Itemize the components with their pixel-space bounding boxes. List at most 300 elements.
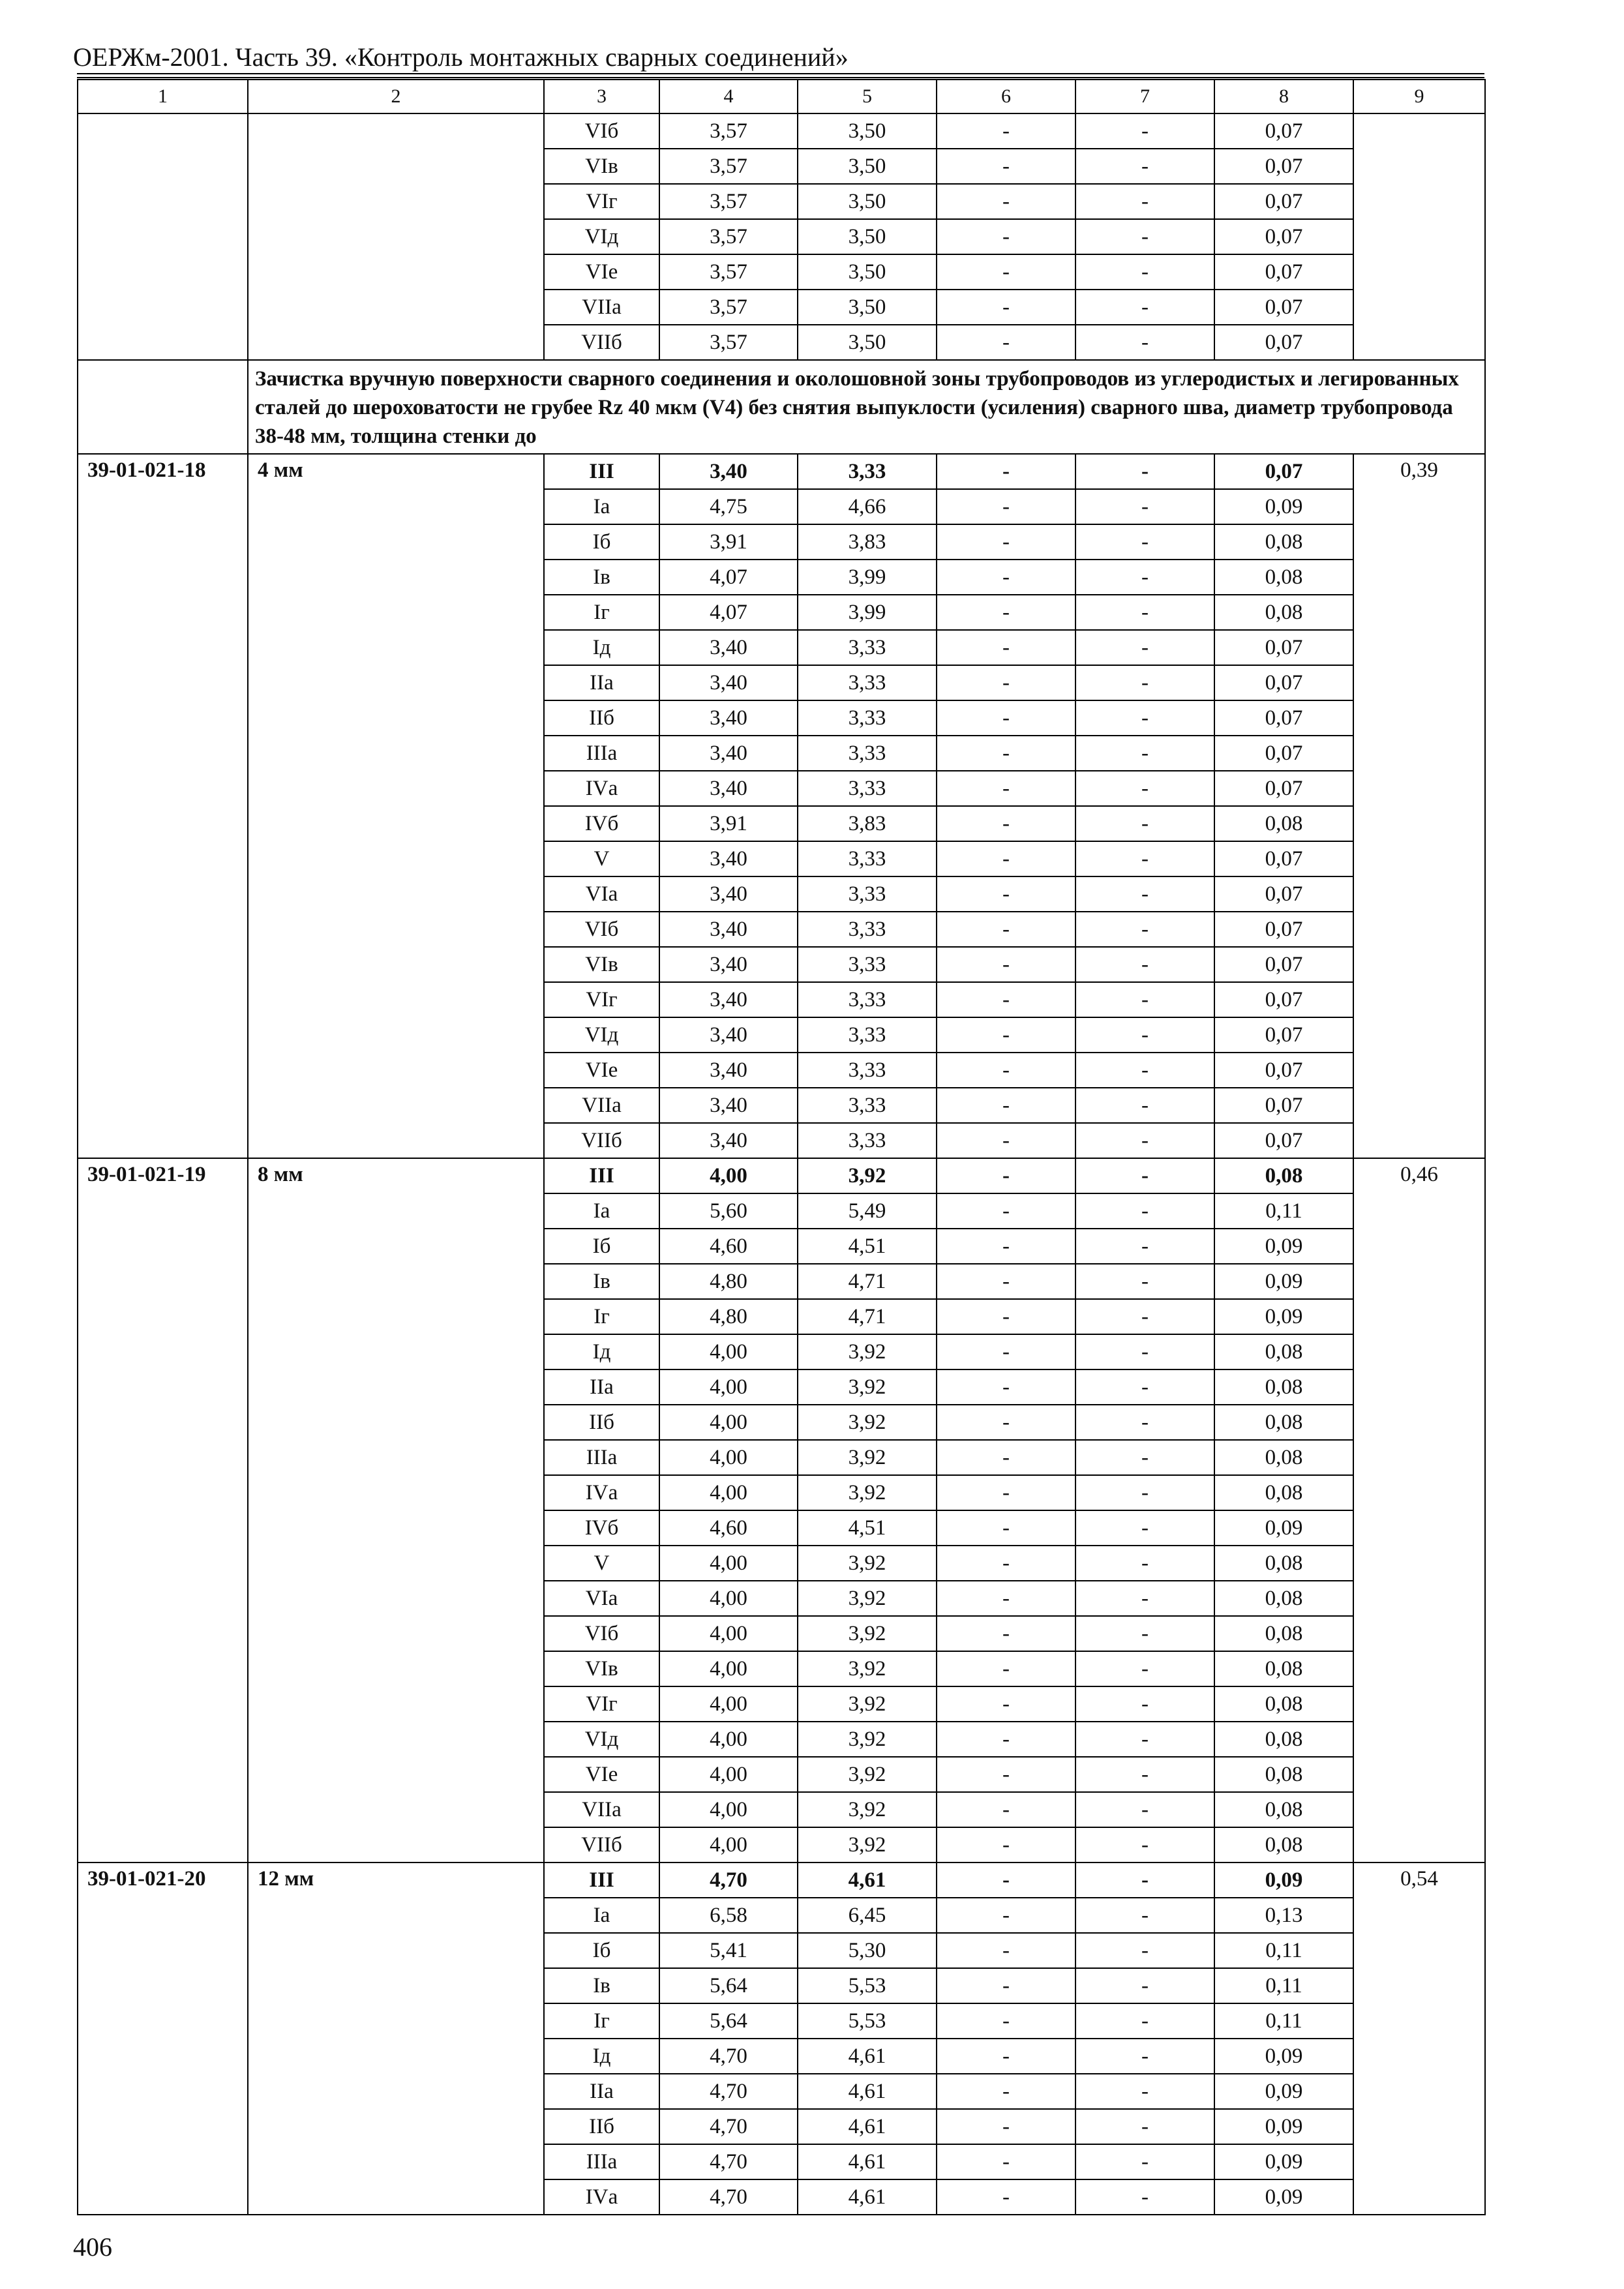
- norms-table: [77, 79, 1486, 2215]
- col6-cell: -: [937, 1722, 1075, 1757]
- zone-cell: VIIб: [544, 1123, 659, 1158]
- col6-cell: -: [937, 1863, 1075, 1898]
- table-row: [78, 1863, 1485, 1898]
- col6-cell: -: [937, 1123, 1075, 1158]
- col7-cell: -: [1075, 1792, 1214, 1827]
- col8-cell: 0,11: [1214, 2003, 1353, 2039]
- col6-cell: -: [937, 2109, 1075, 2144]
- zone-cell: Iа: [544, 489, 659, 524]
- col8-cell: 0,07: [1214, 771, 1353, 806]
- col8-cell: 0,09: [1214, 1863, 1353, 1898]
- col8-cell: 0,08: [1214, 1792, 1353, 1827]
- zone-cell: Iб: [544, 1933, 659, 1968]
- col8-cell: 0,11: [1214, 1193, 1353, 1229]
- col5-cell: 4,61: [798, 2074, 937, 2109]
- col4-cell: 3,57: [659, 290, 798, 325]
- col4-cell: 4,00: [659, 1546, 798, 1581]
- col5-cell: 3,92: [798, 1616, 937, 1651]
- col8-cell: 0,08: [1214, 1334, 1353, 1369]
- zone-cell: VIе: [544, 254, 659, 290]
- col7-cell: -: [1075, 1405, 1214, 1440]
- column-number-7: 7: [1075, 80, 1214, 113]
- col7-cell: -: [1075, 1440, 1214, 1475]
- col8-cell: 0,07: [1214, 219, 1353, 254]
- col6-cell: -: [937, 254, 1075, 290]
- col5-cell: 3,33: [798, 771, 937, 806]
- zone-cell: VIе: [544, 1757, 659, 1792]
- item-code: 39-01-021-18: [78, 454, 248, 1158]
- col5-cell: 4,71: [798, 1299, 937, 1334]
- item-total: 0,39: [1353, 454, 1485, 1158]
- col5-cell: 4,61: [798, 2109, 937, 2144]
- col8-cell: 0,08: [1214, 1757, 1353, 1792]
- col7-cell: -: [1075, 2109, 1214, 2144]
- col7-cell: -: [1075, 1933, 1214, 1968]
- col5-cell: 3,92: [798, 1334, 937, 1369]
- zone-cell: IIб: [544, 1405, 659, 1440]
- col4-cell: 3,57: [659, 184, 798, 219]
- col7-cell: -: [1075, 1863, 1214, 1898]
- zone-cell: VIб: [544, 1616, 659, 1651]
- zone-cell: III: [544, 1158, 659, 1193]
- col8-cell: 0,07: [1214, 149, 1353, 184]
- col6-cell: -: [937, 700, 1075, 736]
- col4-cell: 4,00: [659, 1475, 798, 1510]
- col8-cell: 0,07: [1214, 1088, 1353, 1123]
- col7-cell: -: [1075, 325, 1214, 360]
- col7-cell: -: [1075, 489, 1214, 524]
- col6-cell: -: [937, 1651, 1075, 1686]
- zone-cell: VIг: [544, 982, 659, 1017]
- item-total: 0,46: [1353, 1158, 1485, 1863]
- col7-cell: -: [1075, 1475, 1214, 1510]
- col8-cell: 0,08: [1214, 1581, 1353, 1616]
- col6-cell: -: [937, 595, 1075, 630]
- col6-cell: -: [937, 1405, 1075, 1440]
- section-description-row: [78, 360, 1485, 454]
- col7-cell: -: [1075, 2074, 1214, 2109]
- col4-cell: 4,70: [659, 2179, 798, 2215]
- zone-cell: VIIа: [544, 1792, 659, 1827]
- zone-cell: Iв: [544, 1264, 659, 1299]
- col8-cell: 0,13: [1214, 1898, 1353, 1933]
- section-description: Зачистка вручную поверхности сварного соединения и околошовной зоны трубопроводов из углеродистых и легированных сталей до шероховатости не грубее Rz 40 мкм (V4) без снятия выпуклости (усиления) сварного шва, диаметр трубопровода 38-48 мм, толщина стенки до: [248, 360, 1485, 454]
- col4-cell: 3,40: [659, 630, 798, 665]
- col7-cell: -: [1075, 1158, 1214, 1193]
- col8-cell: 0,07: [1214, 630, 1353, 665]
- col8-cell: 0,07: [1214, 325, 1353, 360]
- col8-cell: 0,08: [1214, 1651, 1353, 1686]
- col5-cell: 3,92: [798, 1405, 937, 1440]
- col6-cell: -: [937, 841, 1075, 876]
- col8-cell: 0,09: [1214, 2144, 1353, 2179]
- col7-cell: -: [1075, 595, 1214, 630]
- col5-cell: 4,71: [798, 1264, 937, 1299]
- zone-cell: VIб: [544, 912, 659, 947]
- col4-cell: 4,00: [659, 1757, 798, 1792]
- col6-cell: -: [937, 2144, 1075, 2179]
- zone-cell: VIа: [544, 1581, 659, 1616]
- col4-cell: 4,00: [659, 1722, 798, 1757]
- col4-cell: 3,40: [659, 771, 798, 806]
- col4-cell: 3,40: [659, 454, 798, 489]
- col6-cell: -: [937, 1193, 1075, 1229]
- col7-cell: -: [1075, 1651, 1214, 1686]
- col8-cell: 0,08: [1214, 1405, 1353, 1440]
- col6-cell: -: [937, 1827, 1075, 1863]
- col8-cell: 0,08: [1214, 806, 1353, 841]
- zone-cell: Iб: [544, 1229, 659, 1264]
- col6-cell: -: [937, 876, 1075, 912]
- zone-cell: VIг: [544, 184, 659, 219]
- page-header-title: ОЕРЖм-2001. Часть 39. «Контроль монтажных сварных соединений»: [73, 42, 849, 72]
- item-param: 12 мм: [248, 1863, 544, 2215]
- col5-cell: 3,33: [798, 876, 937, 912]
- col6-cell: -: [937, 1158, 1075, 1193]
- col8-cell: 0,08: [1214, 1722, 1353, 1757]
- col5-cell: 3,50: [798, 113, 937, 149]
- col5-cell: 3,92: [798, 1440, 937, 1475]
- norms-table-body: [78, 80, 1485, 2215]
- col4-cell: 3,57: [659, 113, 798, 149]
- col4-cell: 4,70: [659, 2109, 798, 2144]
- col7-cell: -: [1075, 1053, 1214, 1088]
- zone-cell: VIа: [544, 876, 659, 912]
- col6-cell: -: [937, 184, 1075, 219]
- zone-cell: Iд: [544, 630, 659, 665]
- zone-cell: IIа: [544, 1369, 659, 1405]
- col7-cell: -: [1075, 736, 1214, 771]
- zone-cell: VIIб: [544, 325, 659, 360]
- header-rule: [77, 73, 1484, 74]
- col8-cell: 0,08: [1214, 1686, 1353, 1722]
- col5-cell: 4,51: [798, 1229, 937, 1264]
- col5-cell: 3,50: [798, 325, 937, 360]
- col7-cell: -: [1075, 1898, 1214, 1933]
- col4-cell: 4,00: [659, 1440, 798, 1475]
- col5-cell: 3,92: [798, 1757, 937, 1792]
- col7-cell: -: [1075, 1088, 1214, 1123]
- col8-cell: 0,07: [1214, 876, 1353, 912]
- zone-cell: VIб: [544, 113, 659, 149]
- col6-cell: -: [937, 1933, 1075, 1968]
- col5-cell: 3,92: [798, 1651, 937, 1686]
- col8-cell: 0,07: [1214, 700, 1353, 736]
- col7-cell: -: [1075, 1369, 1214, 1405]
- col8-cell: 0,09: [1214, 1229, 1353, 1264]
- col6-cell: -: [937, 1898, 1075, 1933]
- table-row: [78, 1158, 1485, 1193]
- zone-cell: IVа: [544, 1475, 659, 1510]
- col6-cell: -: [937, 454, 1075, 489]
- col6-cell: -: [937, 489, 1075, 524]
- zone-cell: III: [544, 454, 659, 489]
- zone-cell: VIд: [544, 219, 659, 254]
- col6-cell: -: [937, 1229, 1075, 1264]
- col7-cell: -: [1075, 1193, 1214, 1229]
- zone-cell: III: [544, 1863, 659, 1898]
- col5-cell: 3,33: [798, 982, 937, 1017]
- zone-cell: Iб: [544, 524, 659, 560]
- col7-cell: -: [1075, 2039, 1214, 2074]
- col5-cell: 3,33: [798, 1017, 937, 1053]
- col6-cell: -: [937, 1792, 1075, 1827]
- zone-cell: VIд: [544, 1017, 659, 1053]
- col8-cell: 0,07: [1214, 982, 1353, 1017]
- zone-cell: VIIа: [544, 290, 659, 325]
- col5-cell: 3,33: [798, 665, 937, 700]
- col6-cell: -: [937, 1686, 1075, 1722]
- col4-cell: 4,00: [659, 1827, 798, 1863]
- col4-cell: 3,91: [659, 524, 798, 560]
- col5-cell: 3,92: [798, 1722, 937, 1757]
- col7-cell: -: [1075, 1581, 1214, 1616]
- zone-cell: IIб: [544, 700, 659, 736]
- col5-cell: 3,33: [798, 630, 937, 665]
- col6-cell: -: [937, 1581, 1075, 1616]
- col7-cell: -: [1075, 700, 1214, 736]
- col6-cell: -: [937, 1546, 1075, 1581]
- col4-cell: 3,40: [659, 700, 798, 736]
- col4-cell: 5,41: [659, 1933, 798, 1968]
- col7-cell: -: [1075, 1229, 1214, 1264]
- col7-cell: -: [1075, 1827, 1214, 1863]
- col7-cell: -: [1075, 1757, 1214, 1792]
- col8-cell: 0,09: [1214, 2109, 1353, 2144]
- zone-cell: Iд: [544, 2039, 659, 2074]
- col4-cell: 4,07: [659, 560, 798, 595]
- column-number-8: 8: [1214, 80, 1353, 113]
- zone-cell: Iа: [544, 1193, 659, 1229]
- table-row: [78, 113, 1485, 149]
- col7-cell: -: [1075, 982, 1214, 1017]
- col6-cell: -: [937, 1968, 1075, 2003]
- col4-cell: 6,58: [659, 1898, 798, 1933]
- col6-cell: -: [937, 290, 1075, 325]
- section-code-cell: [78, 360, 248, 454]
- col8-cell: 0,09: [1214, 1264, 1353, 1299]
- col5-cell: 3,50: [798, 219, 937, 254]
- col4-cell: 4,70: [659, 1863, 798, 1898]
- col5-cell: 3,33: [798, 1088, 937, 1123]
- col7-cell: -: [1075, 184, 1214, 219]
- col8-cell: 0,07: [1214, 736, 1353, 771]
- col4-cell: 3,40: [659, 665, 798, 700]
- col7-cell: -: [1075, 630, 1214, 665]
- col5-cell: 5,49: [798, 1193, 937, 1229]
- column-number-6: 6: [937, 80, 1075, 113]
- col8-cell: 0,07: [1214, 184, 1353, 219]
- col4-cell: 4,00: [659, 1405, 798, 1440]
- col7-cell: -: [1075, 841, 1214, 876]
- col8-cell: 0,09: [1214, 2179, 1353, 2215]
- col6-cell: -: [937, 736, 1075, 771]
- zone-cell: V: [544, 1546, 659, 1581]
- col5-cell: 5,53: [798, 1968, 937, 2003]
- col8-cell: 0,11: [1214, 1968, 1353, 2003]
- col4-cell: 3,57: [659, 325, 798, 360]
- col8-cell: 0,07: [1214, 254, 1353, 290]
- col6-cell: -: [937, 1017, 1075, 1053]
- col6-cell: -: [937, 982, 1075, 1017]
- col6-cell: -: [937, 325, 1075, 360]
- table-row: [78, 454, 1485, 489]
- col4-cell: 3,57: [659, 219, 798, 254]
- zone-cell: VIв: [544, 149, 659, 184]
- col4-cell: 5,64: [659, 2003, 798, 2039]
- col8-cell: 0,08: [1214, 1616, 1353, 1651]
- col6-cell: -: [937, 1053, 1075, 1088]
- col7-cell: -: [1075, 1299, 1214, 1334]
- col6-cell: -: [937, 1510, 1075, 1546]
- col8-cell: 0,08: [1214, 1475, 1353, 1510]
- col6-cell: -: [937, 1299, 1075, 1334]
- col4-cell: 4,70: [659, 2074, 798, 2109]
- col7-cell: -: [1075, 1123, 1214, 1158]
- col7-cell: -: [1075, 219, 1214, 254]
- col5-cell: 3,50: [798, 290, 937, 325]
- column-number-1: 1: [78, 80, 248, 113]
- col5-cell: 3,92: [798, 1369, 937, 1405]
- col5-cell: 3,92: [798, 1546, 937, 1581]
- col6-cell: -: [937, 1475, 1075, 1510]
- col6-cell: -: [937, 771, 1075, 806]
- param-cell: [248, 113, 544, 360]
- col8-cell: 0,09: [1214, 1299, 1353, 1334]
- col5-cell: 3,92: [798, 1158, 937, 1193]
- col4-cell: 3,40: [659, 947, 798, 982]
- col5-cell: 5,53: [798, 2003, 937, 2039]
- col7-cell: -: [1075, 806, 1214, 841]
- col8-cell: 0,11: [1214, 1933, 1353, 1968]
- col7-cell: -: [1075, 912, 1214, 947]
- col4-cell: 3,57: [659, 254, 798, 290]
- col5-cell: 6,45: [798, 1898, 937, 1933]
- col4-cell: 4,00: [659, 1581, 798, 1616]
- col6-cell: -: [937, 2074, 1075, 2109]
- col8-cell: 0,08: [1214, 1546, 1353, 1581]
- item-total: 0,54: [1353, 1863, 1485, 2215]
- zone-cell: Iд: [544, 1334, 659, 1369]
- col5-cell: 3,50: [798, 149, 937, 184]
- col8-cell: 0,09: [1214, 1510, 1353, 1546]
- col8-cell: 0,07: [1214, 1017, 1353, 1053]
- col5-cell: 3,99: [798, 595, 937, 630]
- col6-cell: -: [937, 1757, 1075, 1792]
- zone-cell: IIIа: [544, 2144, 659, 2179]
- zone-cell: VIIа: [544, 1088, 659, 1123]
- col5-cell: 4,51: [798, 1510, 937, 1546]
- col4-cell: 4,00: [659, 1651, 798, 1686]
- col5-cell: 3,50: [798, 184, 937, 219]
- col6-cell: -: [937, 1334, 1075, 1369]
- zone-cell: Iг: [544, 595, 659, 630]
- total-cell: [1353, 113, 1485, 360]
- zone-cell: V: [544, 841, 659, 876]
- col5-cell: 3,83: [798, 524, 937, 560]
- zone-cell: VIе: [544, 1053, 659, 1088]
- col4-cell: 3,91: [659, 806, 798, 841]
- zone-cell: IIIа: [544, 736, 659, 771]
- col4-cell: 3,57: [659, 149, 798, 184]
- zone-cell: IIа: [544, 665, 659, 700]
- col8-cell: 0,07: [1214, 841, 1353, 876]
- col4-cell: 3,40: [659, 982, 798, 1017]
- zone-cell: IVа: [544, 2179, 659, 2215]
- col4-cell: 4,60: [659, 1510, 798, 1546]
- col8-cell: 0,08: [1214, 560, 1353, 595]
- col7-cell: -: [1075, 254, 1214, 290]
- col7-cell: -: [1075, 1264, 1214, 1299]
- zone-cell: VIд: [544, 1722, 659, 1757]
- col8-cell: 0,08: [1214, 1827, 1353, 1863]
- column-number-3: 3: [544, 80, 659, 113]
- col4-cell: 4,70: [659, 2144, 798, 2179]
- col8-cell: 0,07: [1214, 1123, 1353, 1158]
- col5-cell: 3,33: [798, 947, 937, 982]
- col4-cell: 3,40: [659, 1053, 798, 1088]
- col6-cell: -: [937, 630, 1075, 665]
- zone-cell: IVб: [544, 806, 659, 841]
- zone-cell: VIв: [544, 947, 659, 982]
- col7-cell: -: [1075, 560, 1214, 595]
- col7-cell: -: [1075, 454, 1214, 489]
- col4-cell: 4,80: [659, 1264, 798, 1299]
- column-numbers-row: [78, 80, 1485, 113]
- col4-cell: 3,40: [659, 912, 798, 947]
- col5-cell: 3,83: [798, 806, 937, 841]
- col4-cell: 4,07: [659, 595, 798, 630]
- col4-cell: 3,40: [659, 1017, 798, 1053]
- item-code: 39-01-021-20: [78, 1863, 248, 2215]
- zone-cell: Iг: [544, 2003, 659, 2039]
- col5-cell: 4,66: [798, 489, 937, 524]
- col5-cell: 3,33: [798, 1123, 937, 1158]
- col7-cell: -: [1075, 1017, 1214, 1053]
- page-number: 406: [73, 2232, 112, 2262]
- col5-cell: 3,50: [798, 254, 937, 290]
- col7-cell: -: [1075, 1546, 1214, 1581]
- col7-cell: -: [1075, 1722, 1214, 1757]
- col7-cell: -: [1075, 947, 1214, 982]
- col6-cell: -: [937, 113, 1075, 149]
- col4-cell: 4,60: [659, 1229, 798, 1264]
- zone-cell: Iа: [544, 1898, 659, 1933]
- col4-cell: 3,40: [659, 736, 798, 771]
- col4-cell: 4,80: [659, 1299, 798, 1334]
- col6-cell: -: [937, 947, 1075, 982]
- zone-cell: Iв: [544, 560, 659, 595]
- col5-cell: 3,92: [798, 1792, 937, 1827]
- col4-cell: 4,70: [659, 2039, 798, 2074]
- col8-cell: 0,07: [1214, 912, 1353, 947]
- zone-cell: VIв: [544, 1651, 659, 1686]
- col6-cell: -: [937, 149, 1075, 184]
- zone-cell: IVб: [544, 1510, 659, 1546]
- col8-cell: 0,08: [1214, 1440, 1353, 1475]
- col4-cell: 4,00: [659, 1792, 798, 1827]
- col5-cell: 5,30: [798, 1933, 937, 1968]
- col6-cell: -: [937, 665, 1075, 700]
- col7-cell: -: [1075, 1334, 1214, 1369]
- col8-cell: 0,09: [1214, 2039, 1353, 2074]
- zone-cell: IIа: [544, 2074, 659, 2109]
- col4-cell: 3,40: [659, 1123, 798, 1158]
- col5-cell: 3,92: [798, 1686, 937, 1722]
- col6-cell: -: [937, 1264, 1075, 1299]
- col4-cell: 4,75: [659, 489, 798, 524]
- zone-cell: VIIб: [544, 1827, 659, 1863]
